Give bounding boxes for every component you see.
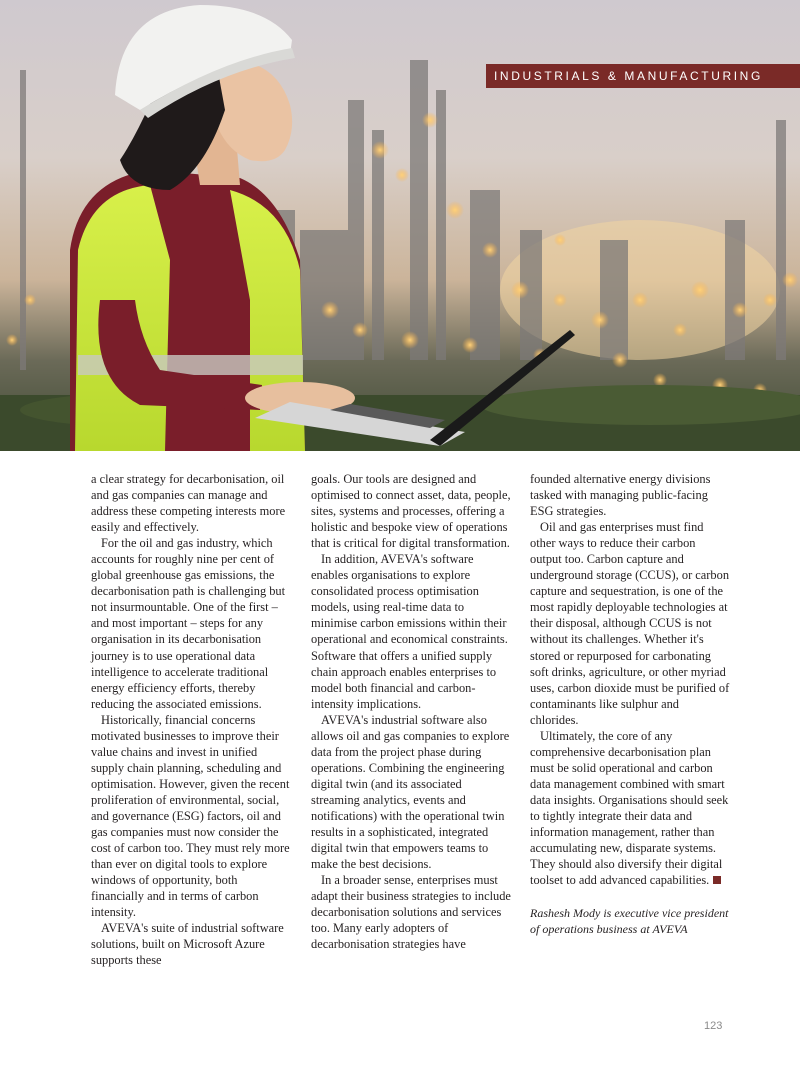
paragraph: In addition, AVEVA's software enables organisations to explore consolidated process optimisation models, using real-time data to minimise carbon emissions within their operational and economical constraints. Software that offers a unified supply chain approach enables enterprises to model both financial and carbon-intensity implications. <box>311 552 508 711</box>
end-mark-icon <box>713 876 721 884</box>
article-column-1 <box>91 471 291 968</box>
paragraph: AVEVA's suite of industrial software solutions, built on Microsoft Azure supports these <box>91 921 284 968</box>
author-byline: Rashesh Mody is executive vice president of operations business at AVEVA <box>530 906 729 936</box>
paragraph: For the oil and gas industry, which accounts for roughly nine per cent of global greenhouse gas emissions, the decarbonisation path is challenging but not insurmountable. One of the first – and most important – steps for any organisation in its decarbonisation journey is to use operational data intelligence to accelerate traditional energy efficiency efforts, thereby reducing the associated emissions. <box>91 536 286 711</box>
paragraph: goals. Our tools are designed and optimised to connect asset, data, people, sites, systems and processes, offering a holistic and bespoke view of operations that is critical for digital transformation. <box>311 472 511 551</box>
paragraph: Oil and gas enterprises must find other ways to reduce their carbon output too. Carbon capture and underground storage (CCUS), or carbon capture and sequestration, is one of the most rapidly deployable technologies at their disposal, although CCUS is not without its challenges. Whether it's stored or repurposed for carbonating soft drinks, agriculture, or other myriad uses, carbon dioxide must be purified of contaminants like sulphur and chlorides. <box>530 520 730 727</box>
article-column-3 <box>530 471 730 937</box>
final-paragraph <box>530 728 730 888</box>
paragraph: AVEVA's industrial software also allows oil and gas companies to explore data from the project phase during operations. Combining the engineering digital twin (and its associated streaming analytics, events and notifications) with the operational twin results in a sophisticated, integrated digital twin that empowers teams to make the best decisions. <box>311 712 510 872</box>
paragraph: founded alternative energy divisions tasked with managing public-facing ESG strategies. <box>530 472 711 519</box>
article-column-2 <box>311 471 511 952</box>
paragraph-text: Ultimately, the core of any comprehensive decarbonisation plan must be solid operational and carbon data management combined with smart data insights. Organisations should seek to tightly integrate their data and information management, rather than accumulating new, disparate systems. They should also diversify their digital toolset to add advanced capabilities. <box>530 728 729 888</box>
section-tag: INDUSTRIALS & MANUFACTURING <box>486 64 800 88</box>
paragraph: a clear strategy for decarbonisation, oil and gas companies can manage and address these competing interests more easily and effectively. <box>91 472 286 535</box>
page-number: 123 <box>704 1020 723 1032</box>
paragraph: In a broader sense, enterprises must adapt their business strategies to include decarbonisation solutions and services too. Many early adopters of decarbonisation strategies have <box>311 873 511 952</box>
paragraph: Historically, financial concerns motivated businesses to improve their value chains and invest in unified supply chain planning, scheduling and optimisation. However, given the recent proliferation of environmental, social, and governance (ESG) factors, oil and gas companies must now consider the cost of carbon too. They must rely more than ever on digital tools to explore windows of opportunity, both financially and in terms of carbon intensity. <box>91 712 290 920</box>
